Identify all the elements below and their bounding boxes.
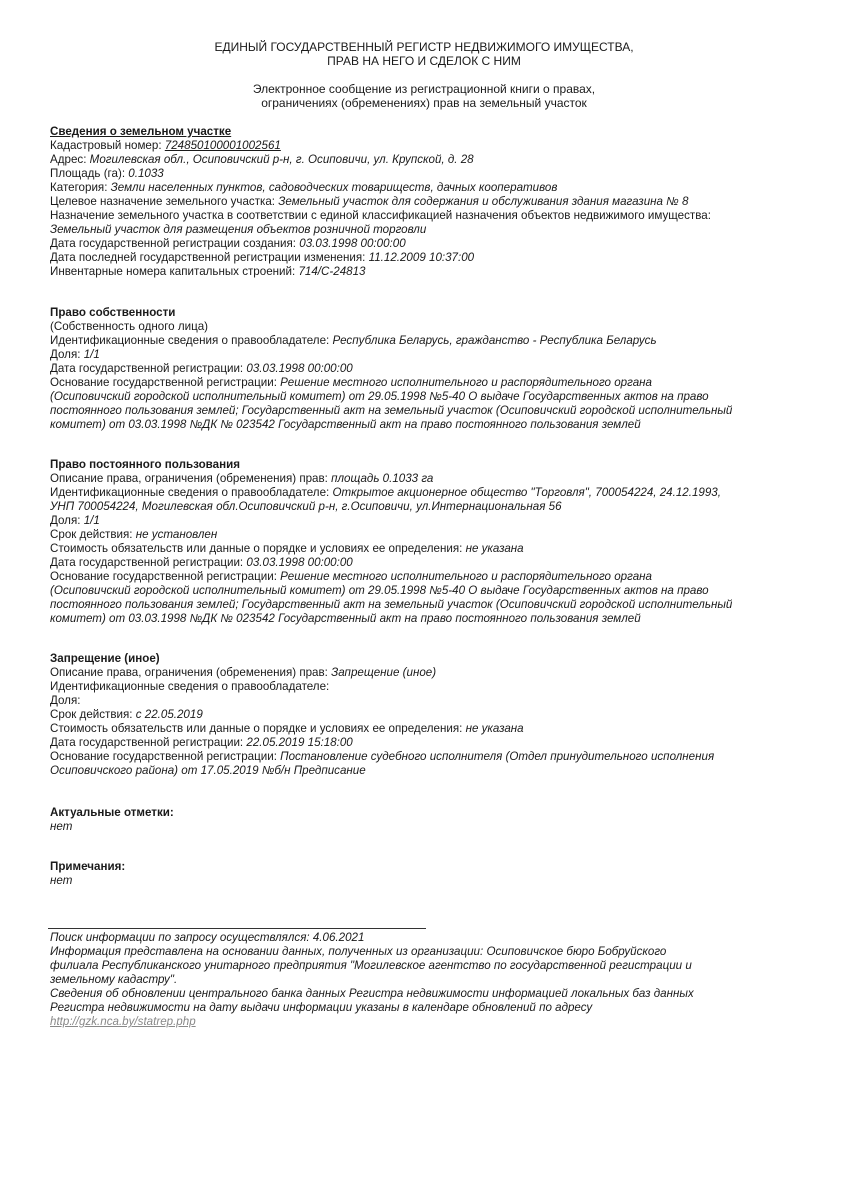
holder-value: Республика Беларусь, гражданство - Республика Беларусь (332, 334, 657, 347)
notes-section (50, 860, 830, 888)
footer-divider (48, 928, 426, 929)
basis-value-cont: Осиповичского района) от 17.05.2019 №б/н Предписание (50, 764, 366, 777)
footer-line: Поиск информации по запросу осуществлялся: 4.06.2021 (50, 931, 365, 944)
field-label: Назначение земельного участка в соответствии с единой классификацией назначения объектов недвижимого имущества: (50, 209, 711, 222)
permanent-use-section (50, 458, 830, 626)
section-title: Актуальные отметки: (50, 806, 174, 819)
category-value: Земли населенных пунктов, садоводческих товариществ, дачных кооперативов (110, 181, 558, 194)
holder-value-cont: УНП 700054224, Могилевская обл.Осиповичский р-н, г.Осиповичи, ул.Интернациональная 56 (50, 500, 562, 513)
footer-line: филиала Республиканского унитарного предприятия "Могилевское агентство по государственной регистрации и (50, 959, 692, 972)
regdate-value: 22.05.2019 15:18:00 (246, 736, 353, 749)
field-label: Адрес: (50, 153, 87, 166)
marks-section (50, 806, 830, 834)
term-value: с 22.05.2019 (135, 708, 203, 721)
cost-value: не указана (465, 542, 524, 555)
basis-value: Решение местного исполнительного и распорядительного органа (280, 376, 652, 389)
field-label: Идентификационные сведения о правообладателе: (50, 680, 330, 693)
section-title: Сведения о земельном участке (50, 125, 232, 138)
statrep-link[interactable]: http://gzk.nca.by/statrep.php (50, 1015, 196, 1028)
changed-date: 11.12.2009 10:37:00 (368, 251, 475, 264)
basis-value-cont: комитет) от 03.03.1998 №ДК № 023542 Государственный акт на право постоянного пользования землей (50, 612, 641, 625)
basis-value: Решение местного исполнительного и распорядительного органа (280, 570, 652, 583)
field-label: Кадастровый номер: (50, 139, 162, 152)
field-label: Инвентарные номера капитальных строений: (50, 265, 296, 278)
field-label: Идентификационные сведения о правообладателе: (50, 486, 330, 499)
footer (50, 931, 790, 1029)
field-label: Категория: (50, 181, 108, 194)
field-label: Стоимость обязательств или данные о порядке и условиях ее определения: (50, 722, 463, 735)
header-line-2: ПРАВ НА НЕГО И СДЕЛОК С НИМ (327, 54, 521, 68)
basis-value-cont: постоянного пользования землей; Государственный акт на земельный участок (Осиповичский городской исполнительный (50, 404, 733, 417)
basis-value-cont: постоянного пользования землей; Государственный акт на земельный участок (Осиповичский городской исполнительный (50, 598, 733, 611)
ownership-section (50, 306, 830, 432)
field-label: Дата государственной регистрации: (50, 362, 244, 375)
basis-value-cont: комитет) от 03.03.1998 №ДК № 023542 Государственный акт на право постоянного пользования землей (50, 418, 641, 431)
basis-value: Постановление судебного исполнителя (Отдел принудительного исполнения (280, 750, 715, 763)
ownership-subtitle: (Собственность одного лица) (50, 320, 209, 333)
term-value: не установлен (135, 528, 218, 541)
parcel-section (50, 125, 830, 279)
field-label: Срок действия: (50, 708, 133, 721)
header-line-3: Электронное сообщение из регистрационной книги о правах, (252, 82, 596, 96)
marks-value: нет (50, 820, 73, 833)
desc-value: площадь 0.1033 га (331, 472, 434, 485)
section-title: Примечания: (50, 860, 126, 873)
section-title: Запрещение (иное) (50, 652, 160, 665)
document-subheader (0, 82, 848, 110)
footer-line: Регистра недвижимости на дату выдачи информации указаны в календаре обновлений по адресу (50, 1001, 593, 1014)
basis-value-cont: (Осиповичский городской исполнительный комитет) от 29.05.1998 №5-40 О выдаче Государственных актов на право (50, 390, 709, 403)
field-label: Целевое назначение земельного участка: (50, 195, 276, 208)
regdate-value: 03.03.1998 00:00:00 (246, 362, 353, 375)
purpose-value: Земельный участок для содержания и обслуживания здания магазина № 8 (278, 195, 689, 208)
footer-line: земельному кадастру". (50, 973, 178, 986)
area-value: 0.1033 (128, 167, 164, 180)
field-label: Дата государственной регистрации: (50, 736, 244, 749)
field-label: Дата последней государственной регистрации изменения: (50, 251, 366, 264)
field-label: Стоимость обязательств или данные о порядке и условиях ее определения: (50, 542, 463, 555)
field-label: Основание государственной регистрации: (50, 376, 277, 389)
cadastral-number: 724850100001002561 (164, 139, 281, 152)
address-value: Могилевская обл., Осиповичский р-н, г. Осиповичи, ул. Крупской, д. 28 (89, 153, 474, 166)
cost-value: не указана (465, 722, 524, 735)
footer-line: Сведения об обновлении центрального банка данных Регистра недвижимости информацией локальных баз данных (50, 987, 694, 1000)
field-label: Основание государственной регистрации: (50, 570, 277, 583)
header-line-4: ограничениях (обременениях) прав на земельный участок (261, 96, 587, 110)
field-label: Срок действия: (50, 528, 133, 541)
field-label: Доля: (50, 694, 81, 707)
share-value: 1/1 (83, 348, 100, 361)
field-label: Описание права, ограничения (обременения) прав: (50, 666, 328, 679)
field-label: Описание права, ограничения (обременения) прав: (50, 472, 328, 485)
field-label: Доля: (50, 514, 81, 527)
field-label: Доля: (50, 348, 81, 361)
created-date: 03.03.1998 00:00:00 (299, 237, 406, 250)
header-line-1: ЕДИНЫЙ ГОСУДАРСТВЕННЫЙ РЕГИСТР НЕДВИЖИМОГО ИМУЩЕСТВА, (214, 40, 634, 54)
field-label: Основание государственной регистрации: (50, 750, 277, 763)
desc-value: Запрещение (иное) (331, 666, 437, 679)
classification-value: Земельный участок для размещения объектов розничной торговли (50, 223, 427, 236)
prohibition-section (50, 652, 830, 778)
section-title: Право постоянного пользования (50, 458, 240, 471)
footer-line: Информация представлена на основании данных, полученных из организации: Осиповичское бюро Бобруйского (50, 945, 667, 958)
holder-value: Открытое акционерное общество "Торговля", 700054224, 24.12.1993, (332, 486, 721, 499)
field-label: Дата государственной регистрации: (50, 556, 244, 569)
basis-value-cont: (Осиповичский городской исполнительный комитет) от 29.05.1998 №5-40 О выдаче Государственных актов на право (50, 584, 709, 597)
document-header (0, 40, 848, 68)
field-label: Дата государственной регистрации создания: (50, 237, 297, 250)
regdate-value: 03.03.1998 00:00:00 (246, 556, 353, 569)
section-title: Право собственности (50, 306, 176, 319)
notes-value: нет (50, 874, 73, 887)
share-value: 1/1 (83, 514, 100, 527)
inventory-number: 714/С-24813 (298, 265, 366, 278)
field-label: Площадь (га): (50, 167, 126, 180)
field-label: Идентификационные сведения о правообладателе: (50, 334, 330, 347)
